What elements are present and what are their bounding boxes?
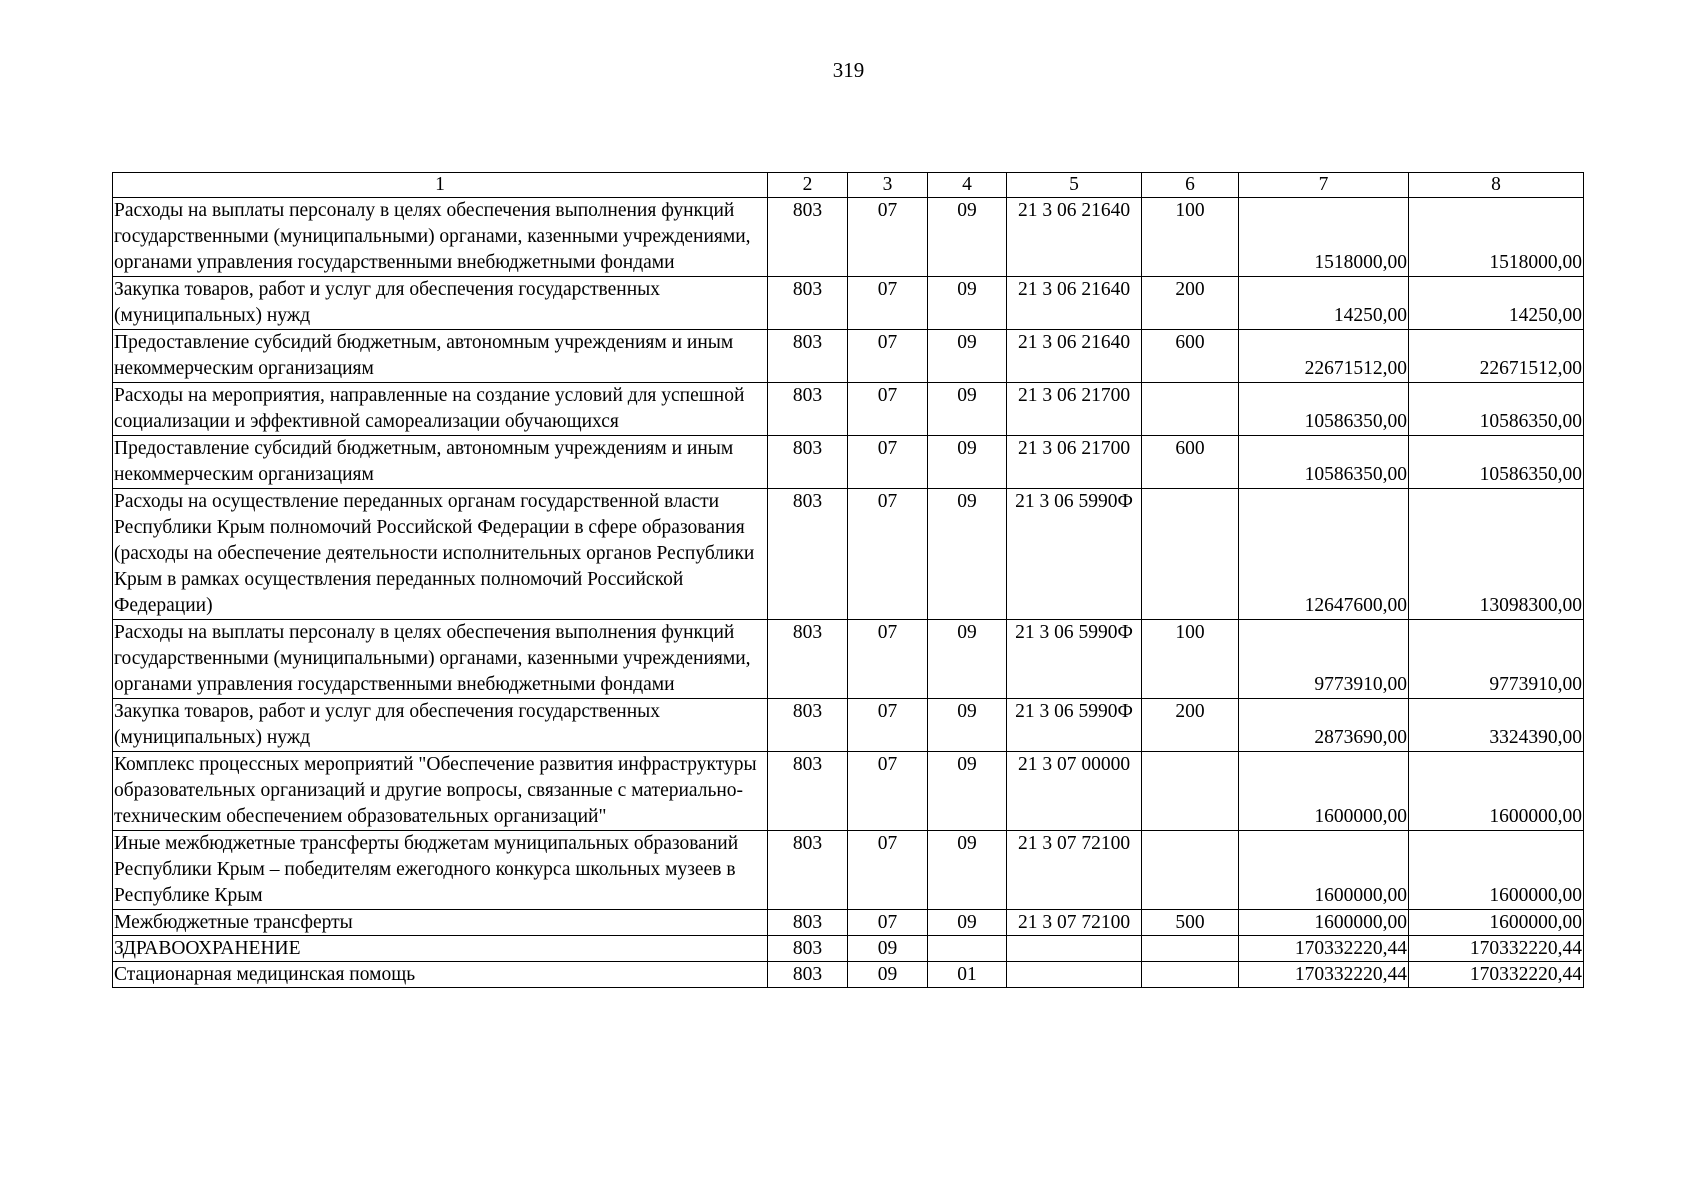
header-cell: 3 (848, 173, 928, 198)
section-code: 07 (848, 831, 928, 910)
target-article-code: 21 3 06 21700 (1007, 383, 1142, 436)
expense-type-code: 500 (1142, 910, 1239, 936)
subsection-code: 09 (928, 752, 1007, 831)
table-header-row (113, 173, 1584, 198)
expense-name: Иные межбюджетные трансферты бюджетам муниципальных образований Республики Крым – победителям ежегодного конкурса школьных музеев в Республике Крым (113, 831, 768, 910)
amount-year-1: 22671512,00 (1239, 330, 1409, 383)
amount-year-1: 2873690,00 (1239, 699, 1409, 752)
ministry-code: 803 (768, 277, 848, 330)
expense-name: Стационарная медицинская помощь (113, 962, 768, 988)
expense-type-code (1142, 831, 1239, 910)
section-code: 09 (848, 936, 928, 962)
ministry-code: 803 (768, 620, 848, 699)
section-code: 07 (848, 330, 928, 383)
section-code: 09 (848, 962, 928, 988)
table-row (113, 277, 1584, 330)
budget-table (112, 172, 1584, 988)
amount-year-2: 170332220,44 (1409, 962, 1584, 988)
ministry-code: 803 (768, 489, 848, 620)
expense-name: ЗДРАВООХРАНЕНИЕ (113, 936, 768, 962)
expense-name: Межбюджетные трансферты (113, 910, 768, 936)
ministry-code: 803 (768, 910, 848, 936)
subsection-code: 01 (928, 962, 1007, 988)
amount-year-2: 1600000,00 (1409, 910, 1584, 936)
expense-type-code: 600 (1142, 330, 1239, 383)
target-article-code: 21 3 07 00000 (1007, 752, 1142, 831)
expense-type-code (1142, 489, 1239, 620)
table-row (113, 436, 1584, 489)
section-code: 07 (848, 436, 928, 489)
header-cell: 6 (1142, 173, 1239, 198)
target-article-code: 21 3 07 72100 (1007, 910, 1142, 936)
amount-year-1: 12647600,00 (1239, 489, 1409, 620)
ministry-code: 803 (768, 831, 848, 910)
amount-year-2: 3324390,00 (1409, 699, 1584, 752)
subsection-code (928, 936, 1007, 962)
expense-name: Предоставление субсидий бюджетным, автономным учреждениям и иным некоммерческим организациям (113, 436, 768, 489)
amount-year-1: 14250,00 (1239, 277, 1409, 330)
amount-year-2: 13098300,00 (1409, 489, 1584, 620)
target-article-code: 21 3 06 21640 (1007, 330, 1142, 383)
subsection-code: 09 (928, 330, 1007, 383)
expense-name: Расходы на выплаты персоналу в целях обеспечения выполнения функций государственными (муниципальными) органами, казенными учреждениями, органами управления государственными внебюджетными фондами (113, 198, 768, 277)
ministry-code: 803 (768, 752, 848, 831)
section-code: 07 (848, 699, 928, 752)
section-code: 07 (848, 198, 928, 277)
amount-year-1: 170332220,44 (1239, 962, 1409, 988)
amount-year-2: 1600000,00 (1409, 831, 1584, 910)
amount-year-2: 1518000,00 (1409, 198, 1584, 277)
target-article-code: 21 3 06 5990Ф (1007, 489, 1142, 620)
amount-year-1: 1600000,00 (1239, 910, 1409, 936)
amount-year-2: 10586350,00 (1409, 383, 1584, 436)
section-code: 07 (848, 277, 928, 330)
subsection-code: 09 (928, 277, 1007, 330)
amount-year-2: 14250,00 (1409, 277, 1584, 330)
amount-year-1: 170332220,44 (1239, 936, 1409, 962)
amount-year-1: 1518000,00 (1239, 198, 1409, 277)
target-article-code: 21 3 06 5990Ф (1007, 699, 1142, 752)
amount-year-1: 1600000,00 (1239, 752, 1409, 831)
expense-name: Комплекс процессных мероприятий "Обеспечение развития инфраструктуры образовательных организаций и другие вопросы, связанные с материально-техническим обеспечением образовательных организаций" (113, 752, 768, 831)
target-article-code: 21 3 06 21640 (1007, 198, 1142, 277)
table-row (113, 198, 1584, 277)
amount-year-2: 10586350,00 (1409, 436, 1584, 489)
subsection-code: 09 (928, 436, 1007, 489)
subsection-code: 09 (928, 198, 1007, 277)
section-code: 07 (848, 752, 928, 831)
expense-name: Закупка товаров, работ и услуг для обеспечения государственных (муниципальных) нужд (113, 699, 768, 752)
amount-year-2: 9773910,00 (1409, 620, 1584, 699)
ministry-code: 803 (768, 383, 848, 436)
expense-name: Расходы на мероприятия, направленные на создание условий для успешной социализации и эффективной самореализации обучающихся (113, 383, 768, 436)
expense-name: Расходы на выплаты персоналу в целях обеспечения выполнения функций государственными (муниципальными) органами, казенными учреждениями, органами управления государственными внебюджетными фондами (113, 620, 768, 699)
table-row (113, 936, 1584, 962)
subsection-code: 09 (928, 831, 1007, 910)
header-cell: 5 (1007, 173, 1142, 198)
expense-type-code (1142, 962, 1239, 988)
ministry-code: 803 (768, 330, 848, 383)
amount-year-2: 170332220,44 (1409, 936, 1584, 962)
header-cell: 1 (113, 173, 768, 198)
table-row (113, 489, 1584, 620)
amount-year-1: 9773910,00 (1239, 620, 1409, 699)
amount-year-1: 10586350,00 (1239, 383, 1409, 436)
table-row (113, 962, 1584, 988)
expense-type-code: 100 (1142, 198, 1239, 277)
section-code: 07 (848, 383, 928, 436)
expense-type-code: 100 (1142, 620, 1239, 699)
target-article-code: 21 3 07 72100 (1007, 831, 1142, 910)
table-row (113, 752, 1584, 831)
subsection-code: 09 (928, 383, 1007, 436)
target-article-code: 21 3 06 5990Ф (1007, 620, 1142, 699)
amount-year-1: 10586350,00 (1239, 436, 1409, 489)
target-article-code (1007, 936, 1142, 962)
amount-year-1: 1600000,00 (1239, 831, 1409, 910)
subsection-code: 09 (928, 699, 1007, 752)
ministry-code: 803 (768, 699, 848, 752)
ministry-code: 803 (768, 436, 848, 489)
expense-type-code: 200 (1142, 277, 1239, 330)
table-row (113, 910, 1584, 936)
header-cell: 7 (1239, 173, 1409, 198)
page-number: 319 (832, 58, 865, 82)
table-row (113, 330, 1584, 383)
ministry-code: 803 (768, 198, 848, 277)
section-code: 07 (848, 910, 928, 936)
table-row (113, 383, 1584, 436)
table-row (113, 699, 1584, 752)
subsection-code: 09 (928, 489, 1007, 620)
header-cell: 4 (928, 173, 1007, 198)
expense-type-code: 200 (1142, 699, 1239, 752)
subsection-code: 09 (928, 620, 1007, 699)
expense-type-code (1142, 752, 1239, 831)
section-code: 07 (848, 620, 928, 699)
section-code: 07 (848, 489, 928, 620)
subsection-code: 09 (928, 910, 1007, 936)
table-row (113, 620, 1584, 699)
expense-name: Закупка товаров, работ и услуг для обеспечения государственных (муниципальных) нужд (113, 277, 768, 330)
expense-name: Предоставление субсидий бюджетным, автономным учреждениям и иным некоммерческим организациям (113, 330, 768, 383)
table-row (113, 831, 1584, 910)
target-article-code: 21 3 06 21640 (1007, 277, 1142, 330)
expense-type-code: 600 (1142, 436, 1239, 489)
header-cell: 2 (768, 173, 848, 198)
ministry-code: 803 (768, 962, 848, 988)
target-article-code: 21 3 06 21700 (1007, 436, 1142, 489)
header-cell: 8 (1409, 173, 1584, 198)
amount-year-2: 22671512,00 (1409, 330, 1584, 383)
ministry-code: 803 (768, 936, 848, 962)
expense-type-code (1142, 936, 1239, 962)
target-article-code (1007, 962, 1142, 988)
amount-year-2: 1600000,00 (1409, 752, 1584, 831)
expense-type-code (1142, 383, 1239, 436)
expense-name: Расходы на осуществление переданных органам государственной власти Республики Крым полномочий Российской Федерации в сфере образования (расходы на обеспечение деятельности исполнительных органов Республики Крым в рамках осуществления переданных полномочий Российской Федерации) (113, 489, 768, 620)
